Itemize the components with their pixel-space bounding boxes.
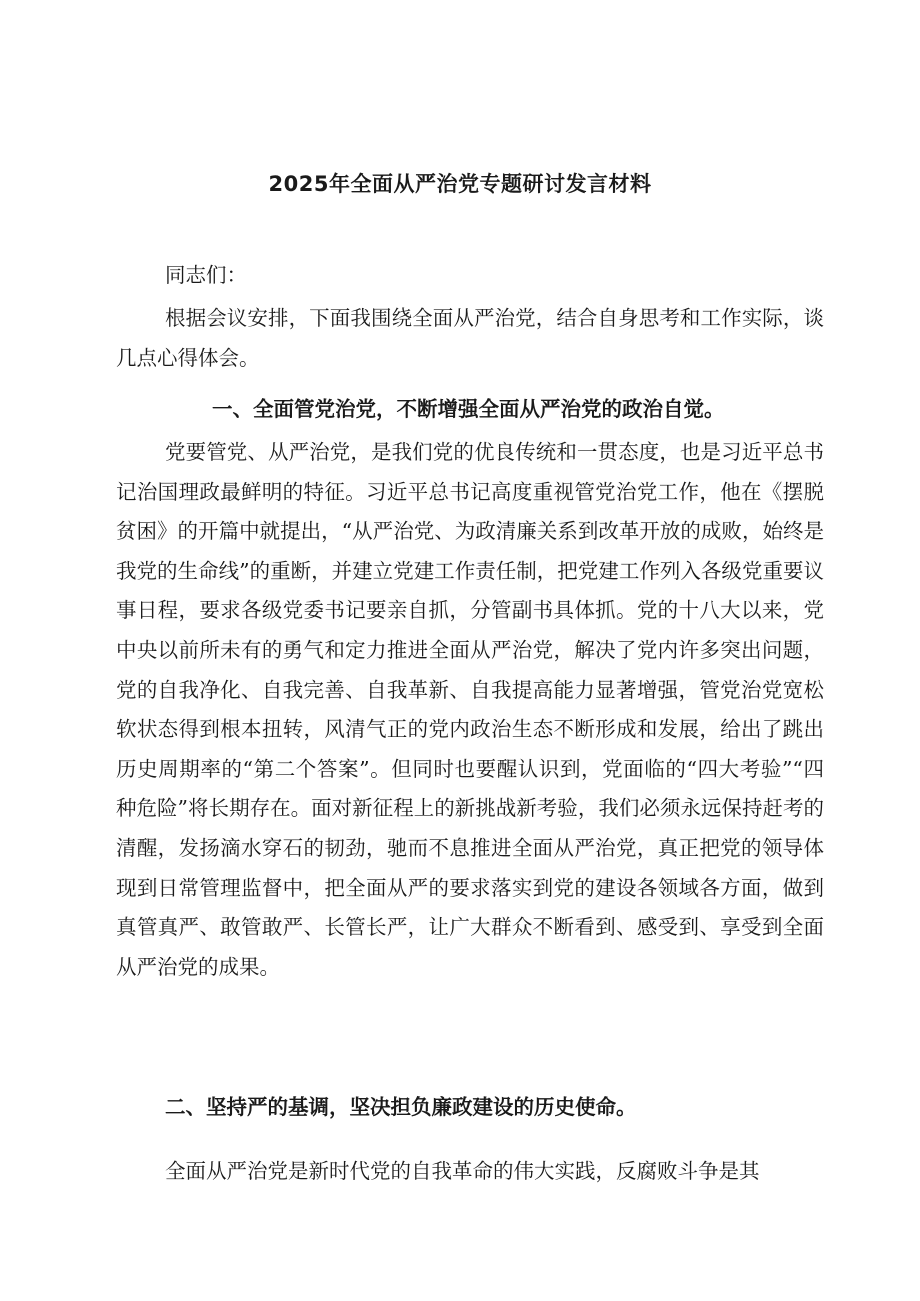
- section-2-paragraph: 全面从严治党是新时代党的自我革命的伟大实践，反腐败斗争是其: [165, 1159, 760, 1183]
- salutation: 同志们：: [165, 263, 247, 287]
- section-heading-1: 一、全面管党治党，不断增强全面从严治党的政治自觉。: [212, 397, 725, 421]
- intro-paragraph: 根据会议安排，下面我围绕全面从严治党，结合自身思考和工作实际，谈几点心得体会。: [116, 306, 824, 370]
- section-1-paragraph: 党要管党、从严治党，是我们党的优良传统和一贯态度，也是习近平总书记治国理政最鲜明的特征。习近平总书记高度重视管党治党工作，他在《摆脱贫困》的开篇中就提出，“从严治党、为政清廉关系到改革开放的成败，始终是我党的生命线”的重断，并建立党建工作责任制，把党建工作列入各级党重要议事日程，要求各级党委书记要亲自抓，分管副书具体抓。党的十八大以来，党中央以前所未有的勇气和定力推进全面从严治党，解决了党内许多突出问题，党的自我净化、自我完善、自我革新、自我提高能力显著增强，管党治党宽松软状态得到根本扭转，风清气正的党内政治生态不断形成和发展，给出了跳出历史周期率的“第二个答案”。但同时也要醒认识到，党面临的“四大考验”“四种危险”将长期存在。面对新征程上的新挑战新考验，我们必须永远保持赶考的清醒，发扬滴水穿石的韧劲，驰而不息推进全面从严治党，真正把党的领导体现到日常管理监督中，把全面从严的要求落实到党的建设各领域各方面，做到真管真严、敢管敢严、长管长严，让广大群众不断看到、感受到、享受到全面从严治党的成果。: [116, 440, 824, 979]
- document-title: 2025年全面从严治党专题研讨发言材料: [268, 172, 652, 196]
- section-heading-2: 二、坚持严的基调，坚决担负廉政建设的历史使命。: [165, 1095, 637, 1119]
